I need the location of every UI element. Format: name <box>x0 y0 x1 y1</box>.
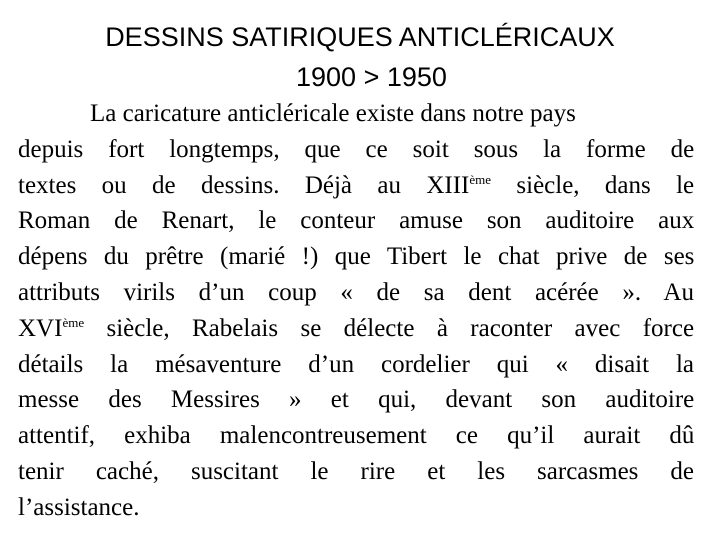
paragraph-line-11: tenir caché, suscitant le rire et les sarcasmes de <box>18 457 694 485</box>
paragraph-line-7 <box>18 311 694 347</box>
paragraph-line-2: depuis fort longtemps, que ce soit sous la forme de <box>18 135 694 163</box>
line-7-text-a: XVI <box>18 314 63 342</box>
paragraph-line-3 <box>18 168 694 204</box>
body-paragraph <box>18 96 694 526</box>
line-3-text-a: textes ou de dessins. Déjà au XIII <box>18 171 470 199</box>
paragraph-line-8: détails la mésaventure d’un cordelier qui « disait la <box>18 350 694 378</box>
line-3-superscript: ème <box>469 171 492 187</box>
line-7-superscript: ème <box>62 314 85 330</box>
page-title: DESSINS SATIRIQUES ANTICLÉRICAUX <box>105 22 615 52</box>
paragraph-line-12: l’assistance. <box>18 493 140 521</box>
paragraph-line-5: dépens du prêtre (marié !) que Tibert le chat prive de ses <box>18 243 694 271</box>
line-7-text-b: siècle, Rabelais se délecte à raconter avec force <box>84 314 694 342</box>
paragraph-line-4: Roman de Renart, le conteur amuse son auditoire aux <box>18 207 694 235</box>
line-3-text-b: siècle, dans le <box>491 171 694 199</box>
paragraph-line-9: messe des Messires » et qui, devant son auditoire <box>18 386 694 414</box>
page-subtitle: 1900 > 1950 <box>296 62 447 92</box>
paragraph-line-1: La caricature anticléricale existe dans notre pays <box>90 100 576 127</box>
paragraph-line-6: attributs virils d’un coup « de sa dent acérée ». Au <box>18 278 694 306</box>
paragraph-line-10: attentif, exhiba malencontreusement ce qu’il aurait dû <box>18 422 694 450</box>
